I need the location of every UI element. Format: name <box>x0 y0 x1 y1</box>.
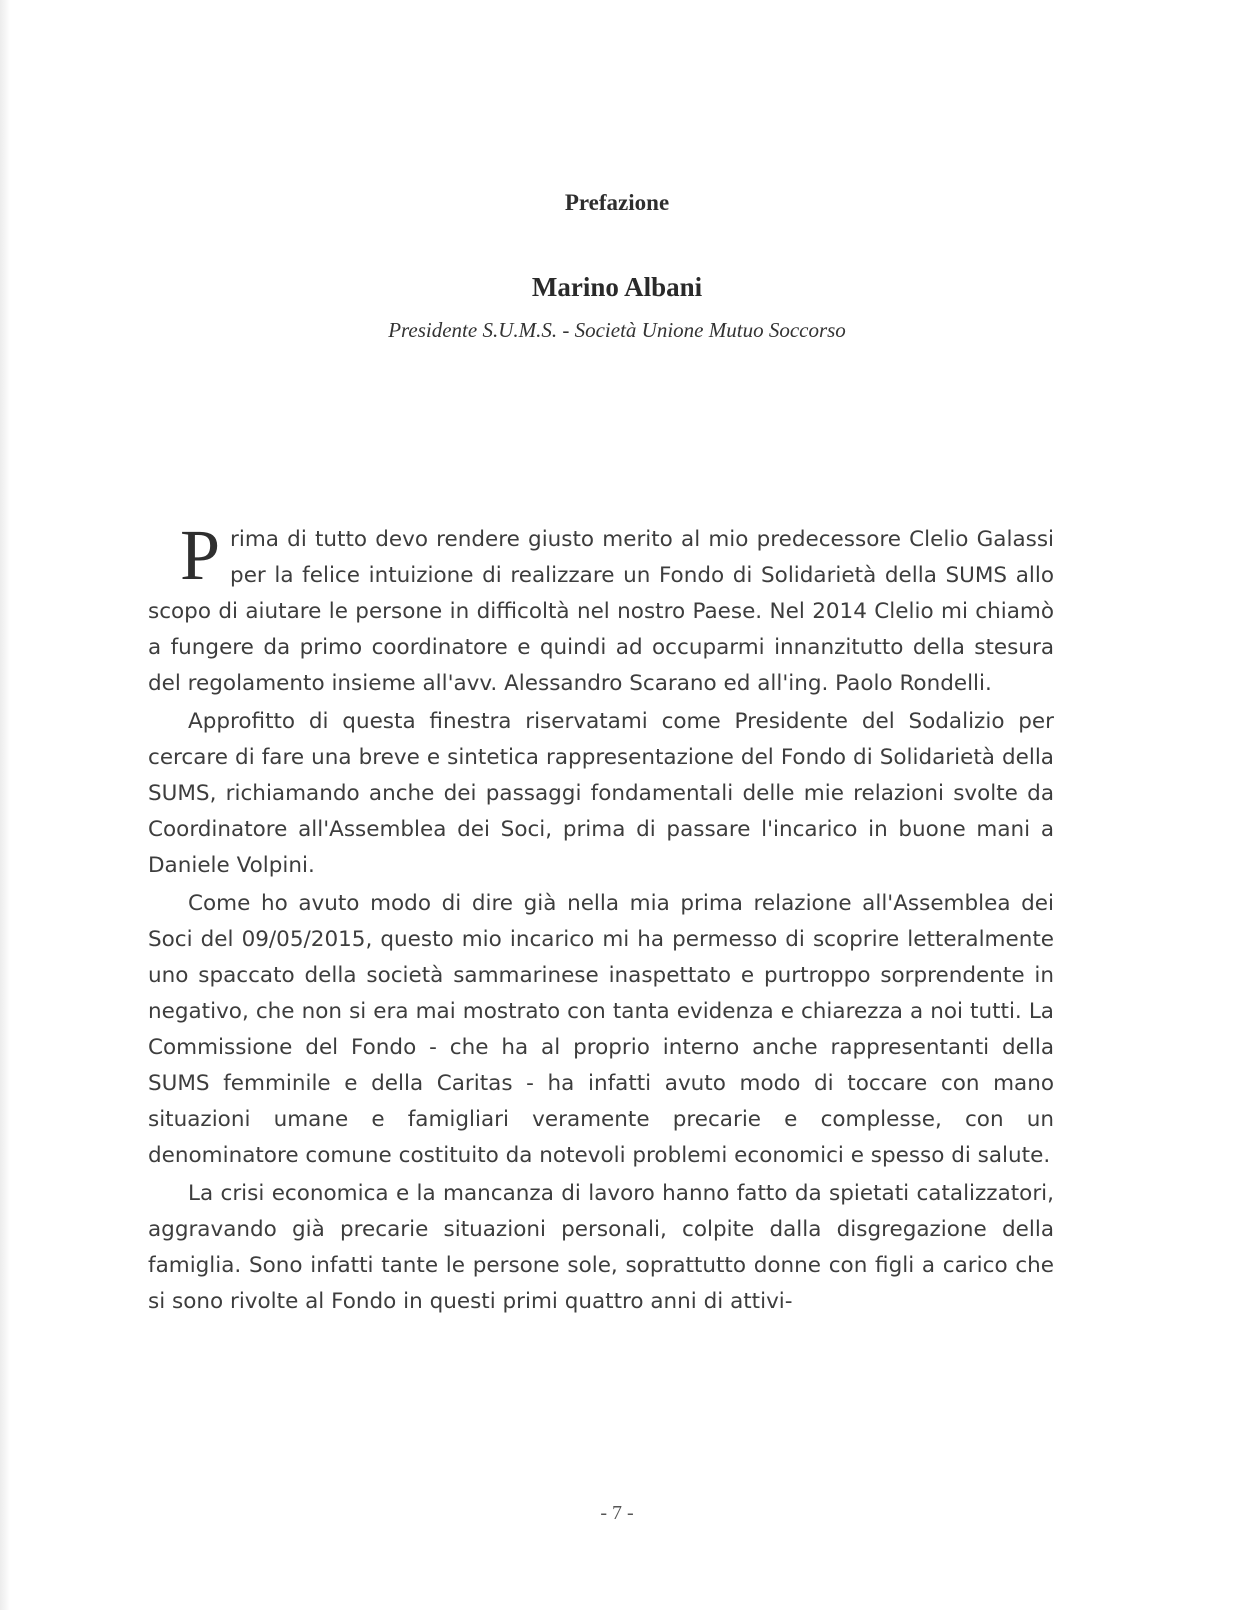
paragraph-2: Approfitto di questa finestra riservatami come Presidente del Sodalizio per cercare di fare una breve e sintetica rappresentazione del Fondo di Solidarietà della SUMS, richiamando anche dei passaggi fondamentali delle mie relazioni svolte da Coordinatore all'Assemblea dei Soci, prima di passare l'incarico in buone mani a Daniele Volpini. <box>148 709 1054 878</box>
page-number: - 7 - <box>600 1502 634 1524</box>
page-edge-shadow <box>0 0 10 1610</box>
drop-cap: P <box>180 515 221 595</box>
author-role: Presidente S.U.M.S. - Società Unione Mutuo Soccorso <box>388 318 846 342</box>
body-text <box>148 515 1054 1322</box>
paragraph-1 <box>148 515 1054 702</box>
author-name: Marino Albani <box>531 272 703 302</box>
paragraph-4: La crisi economica e la mancanza di lavoro hanno fatto da spietati catalizzatori, aggravando già precarie situazioni personali, colpite dalla disgregazione della famiglia. Sono infatti tante le persone sole, soprattutto donne con figli a carico che si sono rivolte al Fondo in questi primi quattro anni di attivi- <box>148 1181 1054 1314</box>
paragraph-1-text: rima di tutto devo rendere giusto merito al mio predecessore Clelio Galassi per la felice intuizione di realizzare un Fondo di Solidarietà della SUMS allo scopo di aiutare le persone in difficoltà nel nostro Paese. Nel 2014 Clelio mi chiamò a fungere da primo coordinatore e quindi ad occuparmi innanzitutto della stesura del regolamento insieme all'avv. Alessandro Scarano ed all'ing. Paolo Rondelli. <box>148 527 1054 696</box>
paragraph-3: Come ho avuto modo di dire già nella mia prima relazione all'Assemblea dei Soci del 09/05/2015, questo mio incarico mi ha permesso di scoprire letteralmente uno spaccato della società sammarinese inaspettato e purtroppo sorprendente in negativo, che non si era mai mostrato con tanta evidenza e chiarezza a noi tutti. La Commissione del Fondo - che ha al proprio interno anche rappresentanti della SUMS femminile e della Caritas - ha infatti avuto modo di toccare con mano situazioni umane e famigliari veramente precarie e complesse, con un denominatore comune costituito da notevoli problemi economici e spesso di salute. <box>148 891 1054 1168</box>
section-title: Prefazione <box>564 190 670 215</box>
